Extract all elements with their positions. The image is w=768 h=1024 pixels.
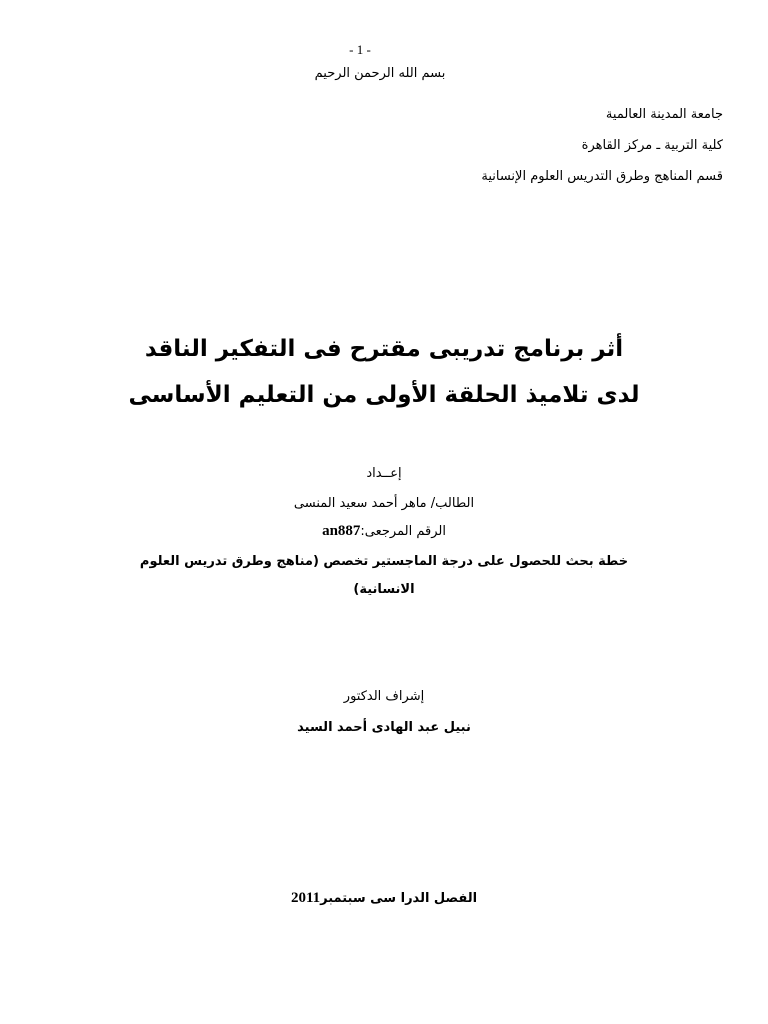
- semester-date: [0, 890, 768, 907]
- supervisor-name: نبيل عبد الهادى أحمد السيد: [297, 720, 471, 735]
- page-number: - 1 -: [349, 42, 371, 57]
- faculty-name: كلية التربية ـ مركز القاهرة: [581, 138, 723, 153]
- reference-label: الرقم المرجعى:: [360, 524, 446, 539]
- thesis-title-line-2: لدى تلاميذ الحلقة الأولى من التعليم الأساسى: [128, 382, 640, 408]
- basmala: بسم الله الرحمن الرحيم: [314, 66, 446, 81]
- prepared-by-label: إعــداد: [366, 466, 402, 481]
- supervision-label: إشراف الدكتور: [343, 689, 425, 704]
- reference-number: [0, 523, 768, 540]
- research-purpose-line-1: خطة بحث للحصول على درجة الماجستير تخصص (مناهج وطرق تدريس العلوم: [139, 554, 629, 569]
- reference-value: an887: [322, 523, 361, 539]
- thesis-title-line-1: أثر برنامج تدريبى مقترح فى التفكير الناقد: [144, 336, 624, 362]
- semester-label: الفصل الدرا سى سبتمبر: [320, 891, 478, 906]
- research-purpose-line-2: الانسانية): [353, 582, 415, 597]
- university-name: جامعة المدينة العالمية: [605, 107, 723, 122]
- semester-year: 2011: [290, 890, 321, 906]
- student-name: الطالب/ ماهر أحمد سعيد المنسى: [293, 496, 475, 511]
- department-name: قسم المناهج وطرق التدريس العلوم الإنسانية: [481, 169, 723, 184]
